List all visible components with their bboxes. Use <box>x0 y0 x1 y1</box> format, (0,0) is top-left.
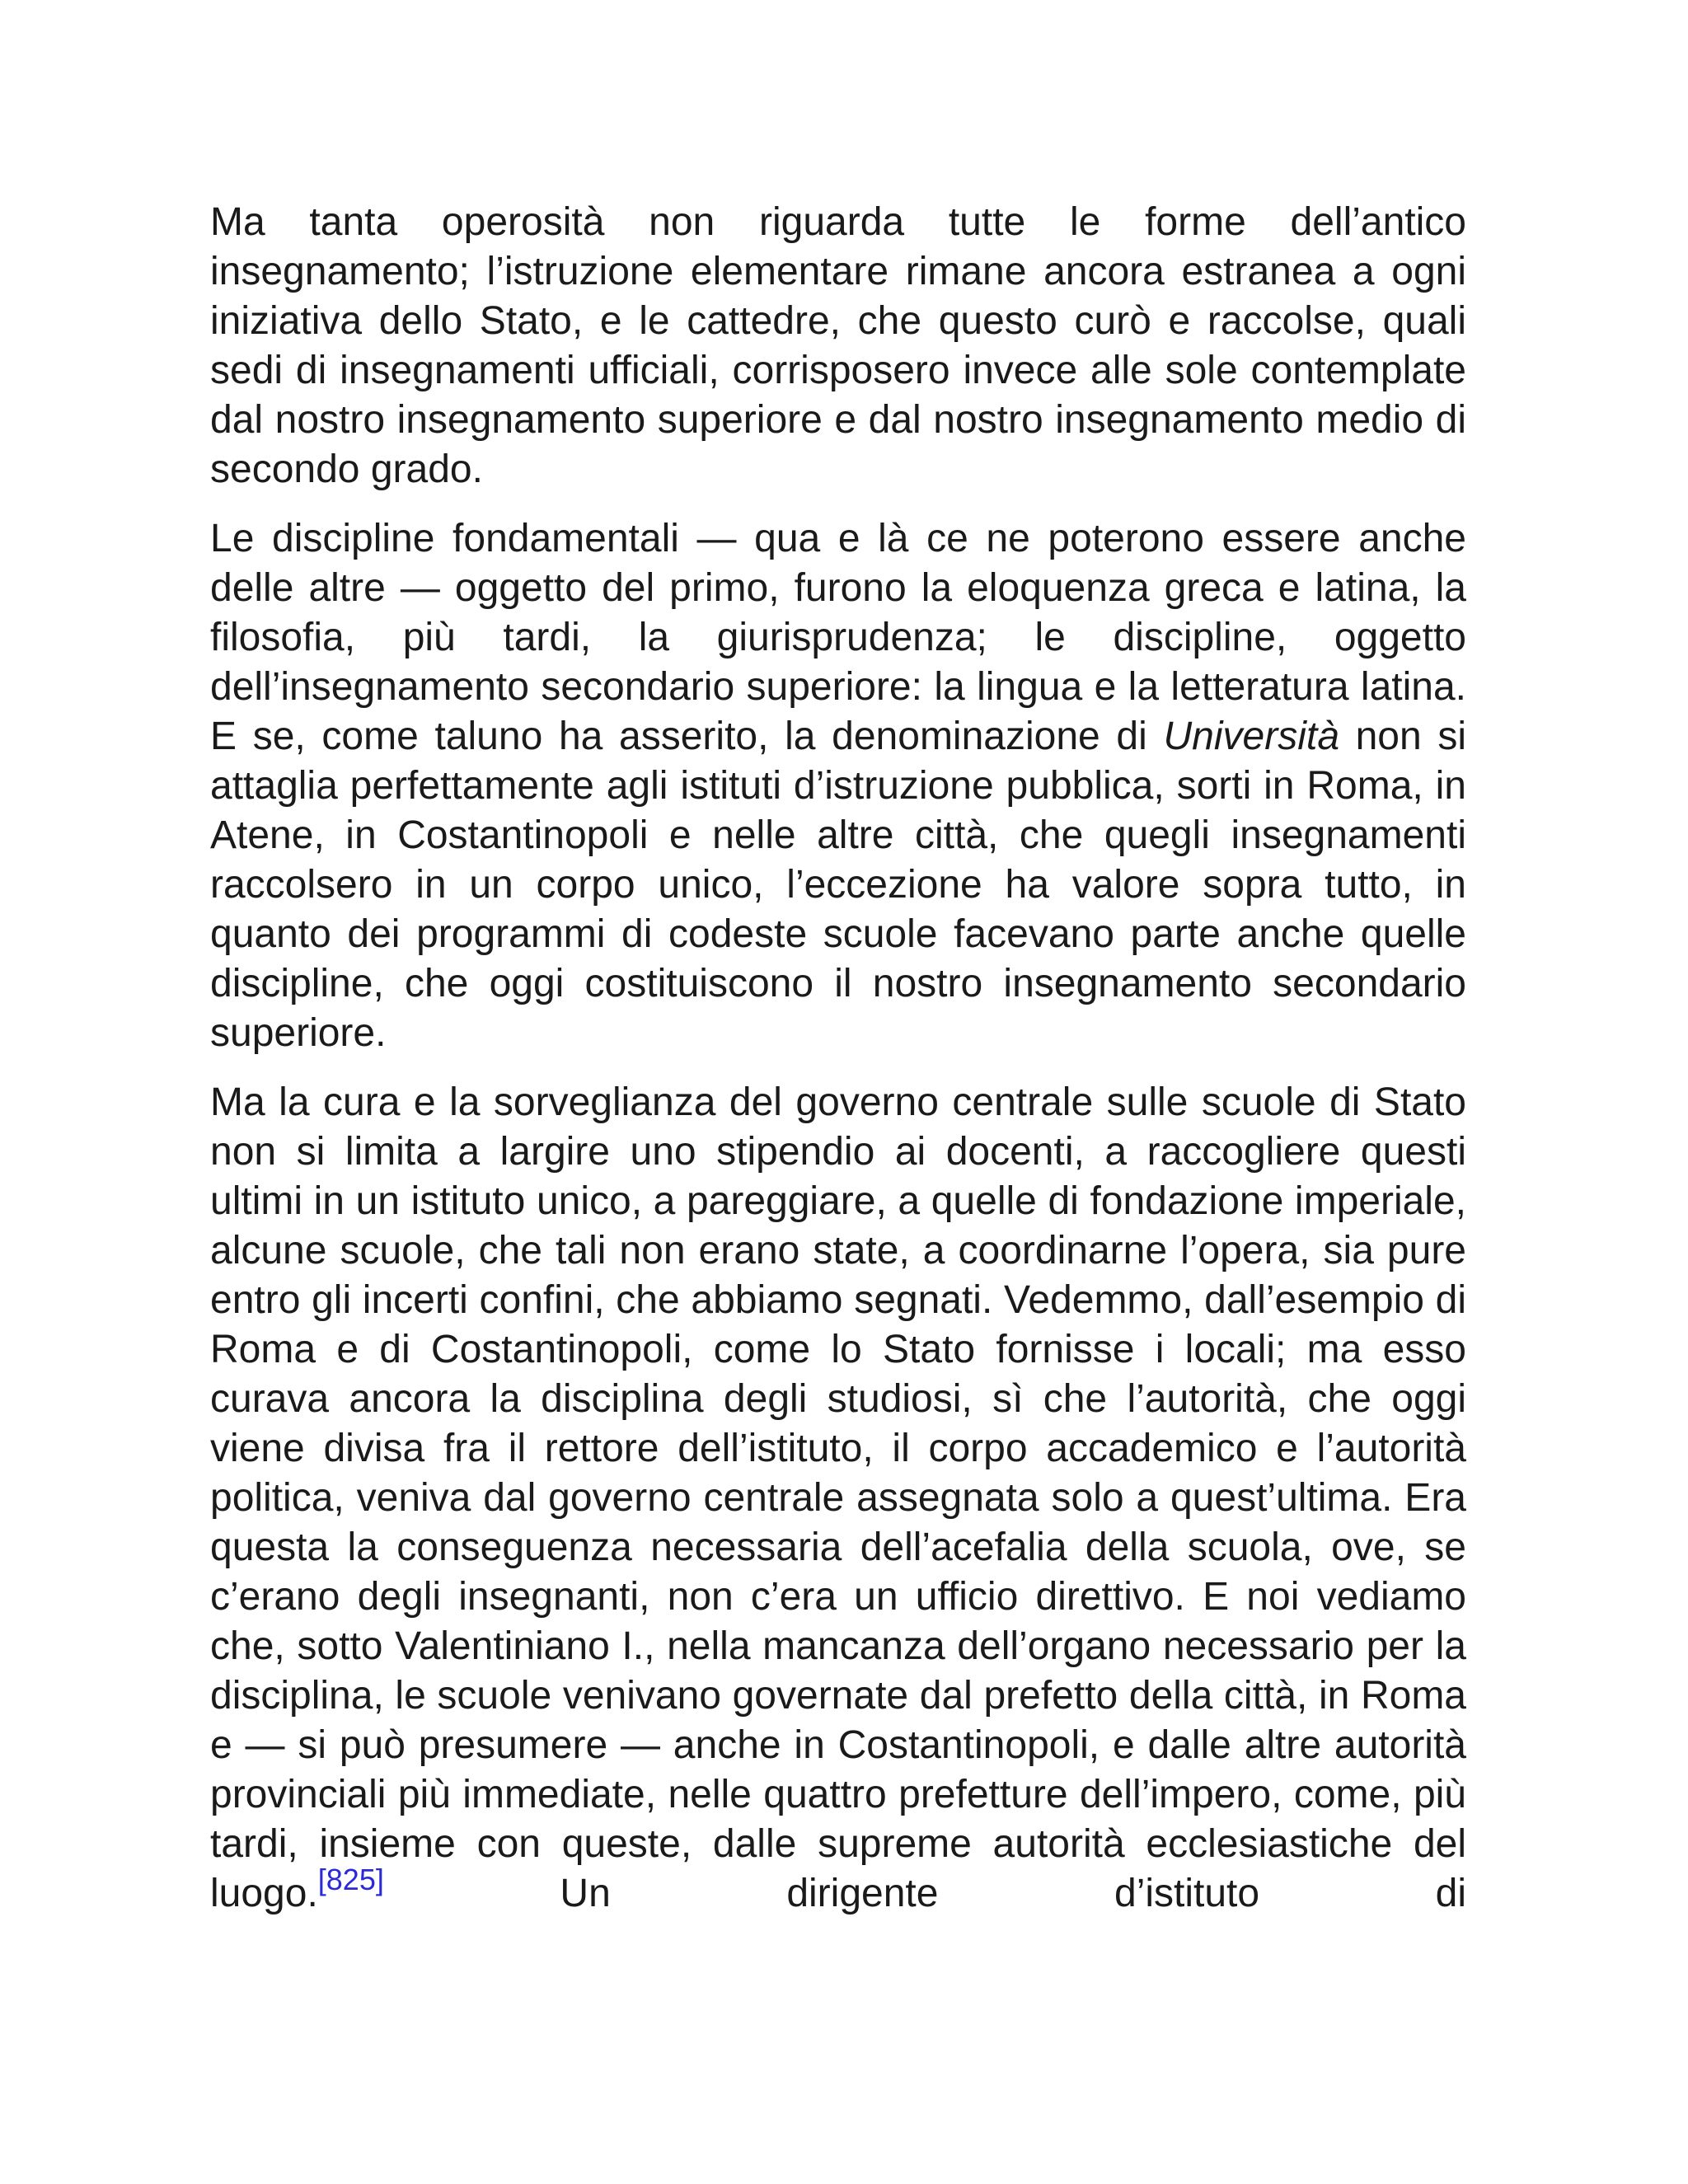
paragraph-2 <box>210 514 1466 1058</box>
footnote-link-825[interactable]: [825] <box>317 1863 384 1896</box>
paragraph-2-text-before: Le discipline fondamentali — qua e là ce ne poterono essere anche delle altre — oggetto del primo, furono la eloquenza greca e latina, la filosofia, più tardi, la giurisprudenza; le discipline, oggetto dell’insegnamento secondario superiore: la lingua e la letteratura latina. E se, come taluno ha asserito, la denominazione di <box>210 517 1466 758</box>
document-page <box>210 198 1466 1938</box>
italic-term-universita: Università <box>1163 715 1339 758</box>
paragraph-1 <box>210 198 1466 494</box>
paragraph-3-text-before: Ma la cura e la sorveglianza del governo centrale sulle scuole di Stato non si limita a largire uno stipendio ai docenti, a raccogliere questi ultimi in un istituto unico, a pareggiare, a quelle di fondazione imperiale, alcune scuole, che tali non erano state, a coordinarne l’opera, sia pure entro gli incerti confini, che abbiamo segnati. Vedemmo, dall’esempio di Roma e di Costantinopoli, come lo Stato fornisse i locali; ma esso curava ancora la disciplina degli studiosi, sì che l’autorità, che oggi viene divisa fra il rettore dell’istituto, il corpo accademico e l’autorità politica, veniva dal governo centrale assegnata solo a quest’ultima. Era questa la conseguenza necessaria dell’acefalia della scuola, ove, se c’erano degli insegnanti, non c’era un ufficio direttivo. E noi vediamo che, sotto Valentiniano I., nella mancanza dell’organo necessario per la disciplina, le scuole venivano governate dal prefetto della città, in Roma e — si può presumere — anche in Costantinopoli, e dalle altre autorità provinciali più immediate, nelle quattro prefetture dell’impero, come, più tardi, insieme con queste, dalle supreme autorità ecclesiastiche del luogo. <box>210 1080 1466 1915</box>
paragraph-1-text: Ma tanta operosità non riguarda tutte le forme dell’antico insegnamento; l’istruzione elementare rimane ancora estranea a ogni iniziativa dello Stato, e le cattedre, che questo curò e raccolse, quali sedi di insegnamenti ufficiali, corrisposero invece alle sole contemplate dal nostro insegnamento superiore e dal nostro insegnamento medio di secondo grado. <box>210 200 1466 491</box>
paragraph-3 <box>210 1078 1466 1919</box>
paragraph-3-text-after: Un dirigente d’istituto di <box>383 1872 1466 1915</box>
paragraph-2-text-after: non si attaglia perfettamente agli istituti d’istruzione pubblica, sorti in Roma, in Atene, in Costantinopoli e nelle altre città, che quegli insegnamenti raccolsero in un corpo unico, l’eccezione ha valore sopra tutto, in quanto dei programmi di codeste scuole facevano parte anche quelle discipline, che oggi costituiscono il nostro insegnamento secondario superiore. <box>210 715 1467 1055</box>
